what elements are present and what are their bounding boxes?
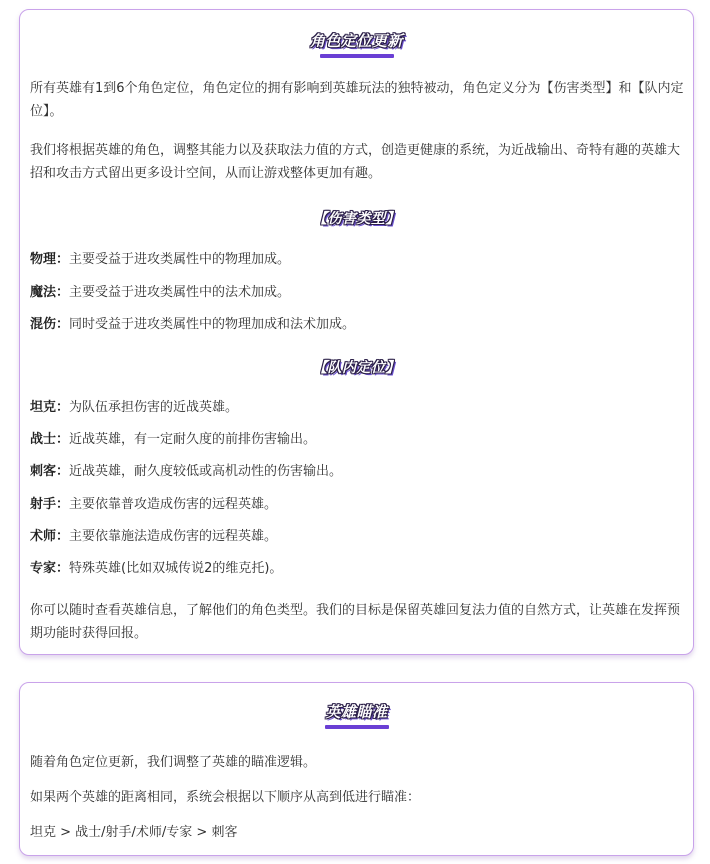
item-desc: 主要受益于进攻类属性中的物理加成。 [69, 252, 291, 267]
damage-type-title: 【伤害类型】 [313, 211, 400, 227]
targeting-card [19, 682, 694, 856]
item-label: 战士： [30, 432, 70, 447]
item-desc: 同时受益于进攻类属性中的物理加成和法术加成。 [69, 317, 356, 332]
damage-type-item [30, 250, 290, 270]
team-role-heading [20, 357, 693, 377]
intro-paragraph-2: 我们将根据英雄的角色，调整其能力以及获取法力值的方式，创造更健康的系统，为近战输出、奇特有趣的英雄大招和攻击方式留出更多设计空间，从而让游戏整体更加有趣。 [30, 143, 681, 181]
targeting-paragraph-1: 随着角色定位更新，我们调整了英雄的瞄准逻辑。 [30, 755, 317, 770]
damage-type-item [30, 315, 355, 335]
item-label: 物理： [30, 252, 70, 267]
intro-paragraph-1: 所有英雄有1到6个角色定位，角色定位的拥有影响到英雄玩法的独特被动，角色定义分为【伤害类型】和【队内定位】。 [30, 81, 684, 119]
item-label: 混伤： [30, 317, 70, 332]
targeting-title: 英雄瞄准 [325, 703, 388, 721]
team-role-item [30, 430, 316, 450]
role-update-heading [20, 30, 693, 58]
item-desc: 为队伍承担伤害的近战英雄。 [69, 400, 239, 415]
title-underline [325, 725, 389, 729]
item-desc: 近战英雄，有一定耐久度的前排伤害输出。 [69, 432, 317, 447]
targeting-paragraph-2: 如果两个英雄的距离相同，系统会根据以下顺序从高到低进行瞄准： [30, 790, 421, 805]
item-label: 魔法： [30, 285, 70, 300]
item-desc: 近战英雄，耐久度较低或高机动性的伤害输出。 [69, 464, 343, 479]
team-role-item [30, 495, 277, 515]
item-desc: 主要依靠普攻造成伤害的远程英雄。 [69, 497, 278, 512]
item-desc: 主要依靠施法造成伤害的远程英雄。 [69, 529, 278, 544]
item-label: 刺客： [30, 464, 70, 479]
title-underline [320, 54, 394, 58]
outro-paragraph: 你可以随时查看英雄信息，了解他们的角色类型。我们的目标是保留英雄回复法力值的自然方式，让英雄在发挥预期功能时获得回报。 [30, 603, 681, 641]
team-role-item [30, 398, 238, 418]
item-label: 坦克： [30, 400, 70, 415]
item-desc: 主要受益于进攻类属性中的法术加成。 [69, 285, 291, 300]
team-role-title: 【队内定位】 [313, 360, 400, 376]
item-desc: 特殊英雄(比如双城传说2的维克托)。 [69, 561, 283, 576]
damage-type-heading [20, 208, 693, 228]
team-role-item [30, 559, 282, 579]
damage-type-item [30, 283, 290, 303]
role-update-title: 角色定位更新 [309, 32, 403, 50]
role-update-card [19, 9, 694, 655]
item-label: 射手： [30, 497, 70, 512]
item-label: 专家： [30, 561, 70, 576]
targeting-priority-order: 坦克 > 战士/射手/术师/专家 > 刺客 [30, 825, 238, 840]
team-role-item [30, 527, 277, 547]
item-label: 术师： [30, 529, 70, 544]
targeting-heading [20, 701, 693, 729]
team-role-item [30, 462, 342, 482]
